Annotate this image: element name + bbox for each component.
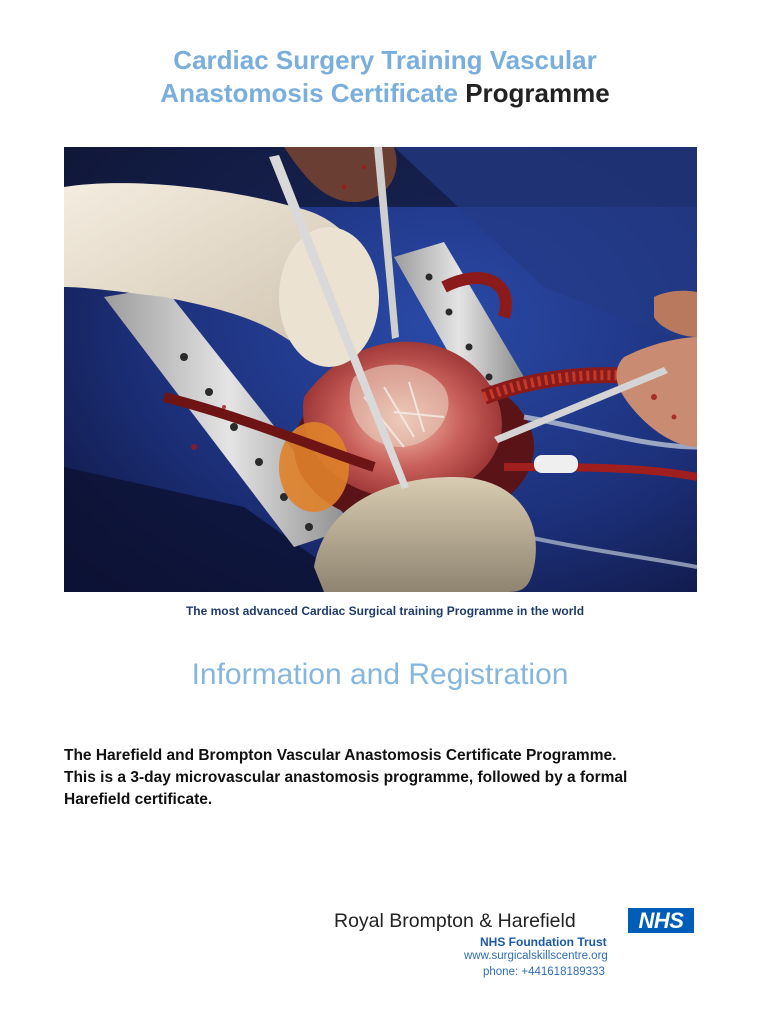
section-heading: Information and Registration <box>191 658 569 691</box>
page-title <box>0 44 770 110</box>
description-line: The Harefield and Brompton Vascular Anastomosis Certificate Programme. <box>64 747 617 764</box>
photo-caption: The most advanced Cardiac Surgical training Programme in the world <box>185 604 585 618</box>
trust-name: NHS Foundation Trust <box>480 935 607 949</box>
description-line: This is a 3-day microvascular anastomosis programme, followed by a formal <box>64 769 628 786</box>
title-line2-emphasis: Programme <box>465 78 610 108</box>
nhs-logo: NHS <box>628 908 694 933</box>
programme-description <box>64 745 704 811</box>
surgery-photo <box>64 147 697 592</box>
title-line1: Cardiac Surgery Training Vascular <box>173 45 597 75</box>
phone-number: phone: +441618189333 <box>483 966 605 978</box>
title-line2: Anastomosis Certificate <box>160 78 458 108</box>
organisation-name: Royal Brompton & Harefield <box>334 910 576 932</box>
website-link[interactable]: www.surgicalskillscentre.org <box>464 950 608 962</box>
description-line: Harefield certificate. <box>64 791 213 808</box>
